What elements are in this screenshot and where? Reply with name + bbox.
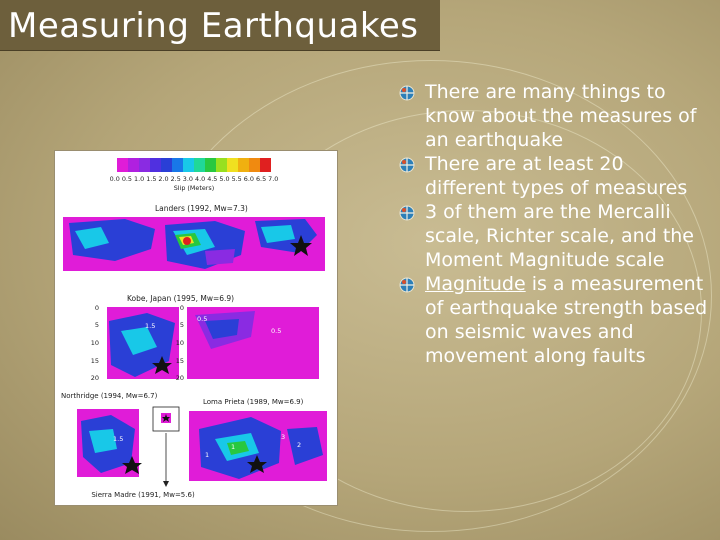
- bullet-item: [398, 152, 710, 200]
- panel-title-sierra-madre: Sierra Madre (1991, Mw=5.6): [91, 491, 195, 499]
- depth-axis-kobe: [91, 304, 99, 382]
- panel-northridge: [77, 409, 142, 477]
- bullet-icon: [398, 204, 416, 222]
- bullet-icon: [398, 84, 416, 102]
- bullet-text: There are at least 20 different types of measures: [425, 153, 688, 199]
- panel-sierra-madre: [153, 407, 179, 487]
- colorbar-label: Slip (Meters): [173, 184, 215, 192]
- panel-loma-prieta: [189, 411, 327, 481]
- bullet-icon: [398, 156, 416, 174]
- slip-model-figure: [54, 150, 338, 506]
- svg-text:15: 15: [90, 357, 99, 365]
- contour-label: 1.5: [113, 435, 124, 443]
- bullet-text: There are many things to know about the measures of an earthquake: [425, 81, 697, 151]
- contour-label: 0.5: [197, 315, 208, 323]
- contour-label: 0.5: [271, 327, 282, 335]
- title-bar: [0, 0, 440, 51]
- contour-label: 2: [297, 441, 302, 449]
- bullet-item: [398, 272, 710, 368]
- svg-text:20: 20: [175, 374, 184, 382]
- bullet-item: [398, 200, 710, 272]
- bullet-list: [398, 80, 710, 368]
- slip-colorbar: [117, 158, 271, 172]
- slide-title: Measuring Earthquakes: [8, 6, 419, 46]
- magnitude-term: Magnitude: [425, 273, 526, 295]
- svg-text:5: 5: [179, 321, 184, 329]
- svg-text:10: 10: [175, 339, 184, 347]
- panel-kobe: [107, 307, 319, 379]
- svg-text:0: 0: [179, 304, 184, 312]
- svg-text:10: 10: [90, 339, 99, 347]
- bullet-text: is a measurement of earthquake strength based on seismic waves and movement along faults: [425, 273, 708, 367]
- bullet-item: [398, 80, 710, 152]
- panel-landers: [63, 217, 325, 271]
- contour-label: 3: [281, 433, 286, 441]
- panel-title-loma-prieta: Loma Prieta (1989, Mw=6.9): [203, 398, 304, 406]
- panel-title-northridge: Northridge (1994, Mw=6.7): [61, 392, 158, 400]
- contour-label: 1: [231, 443, 236, 451]
- colorbar-ticks: 0.0 0.5 1.0 1.5 2.0 2.5 3.0 4.0 4.5 5.0 5.5 6.0 6.5 7.0: [109, 175, 279, 183]
- contour-label: 1: [205, 451, 210, 459]
- svg-text:0: 0: [94, 304, 99, 312]
- bullet-text: 3 of them are the Mercalli scale, Richter scale, and the Moment Magnitude scale: [425, 201, 694, 271]
- svg-text:15: 15: [175, 357, 184, 365]
- contour-label: 1.5: [145, 322, 156, 330]
- slip-figure-svg: [55, 151, 337, 505]
- svg-text:20: 20: [90, 374, 99, 382]
- bullet-icon: [398, 276, 416, 294]
- panel-title-landers: Landers (1992, Mw=7.3): [155, 204, 248, 213]
- svg-text:5: 5: [94, 321, 99, 329]
- panel-title-kobe: Kobe, Japan (1995, Mw=6.9): [127, 294, 235, 303]
